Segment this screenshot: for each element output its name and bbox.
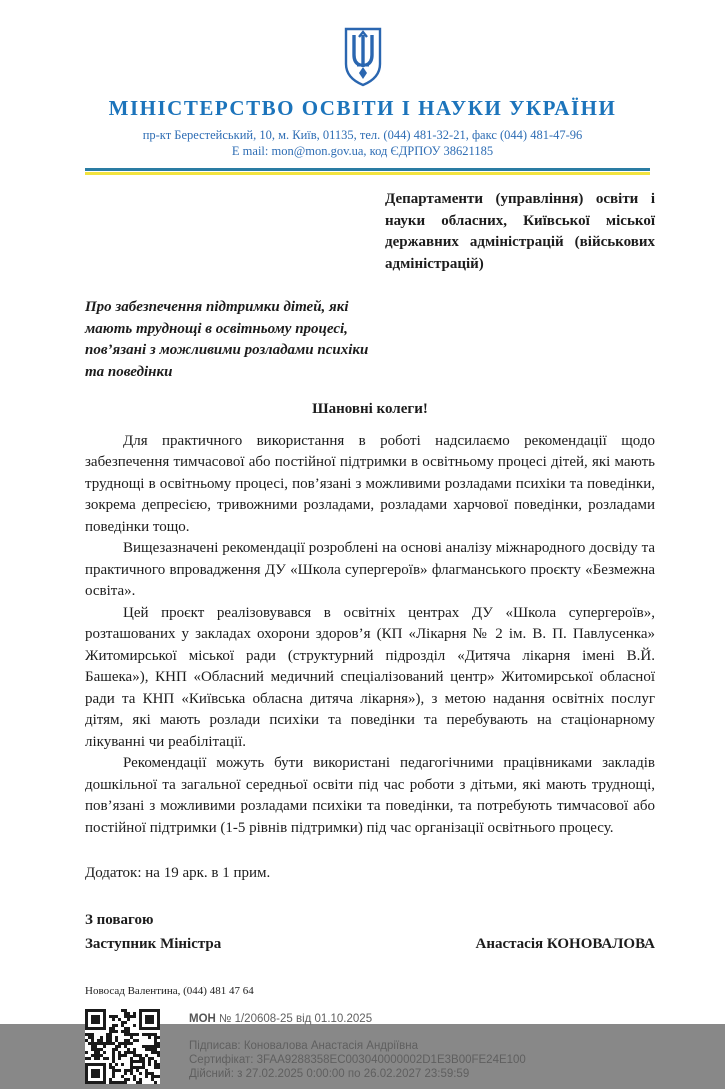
flag-divider xyxy=(85,168,650,175)
esignature-stamp xyxy=(85,1009,655,1084)
paragraph: Вищезазначені рекомендації розроблені на основі аналізу міжнародного досвіду та практичного впровадження ДУ «Школа супергероїв» флагманського проєкту «Безмежна освіта». xyxy=(85,540,655,599)
letterhead-address: пр-кт Берестейський, 10, м. Київ, 01135, тел. (044) 481-32-21, факс (044) 481-47-96 xyxy=(142,128,583,142)
validity-line: Дійсний: з 27.02.2025 0:00:00 по 26.02.2027 23:59:59 xyxy=(189,1067,470,1080)
closing-regards: З повагою xyxy=(85,911,154,928)
qr-code-icon xyxy=(85,1009,160,1084)
recipient-block: Департаменти (управління) освіти і науки обласних, Київської міської державних адміністрацій (військових адміністрацій) xyxy=(385,191,655,272)
letter-body xyxy=(85,189,655,1084)
attachment-note: Додаток: на 19 арк. в 1 прим. xyxy=(85,865,271,881)
paragraph: Для практичного використання в роботі надсилаємо рекомендації щодо забезпечення тимчасової або постійної підтримки в освітньому процесі дітей, які мають труднощі в освітньому процесі, пов’язані з можливими розладами психіки та поведінки, зокрема депресією, тривожними розладами, розладами харчової поведінки, розладами поведінки тощо. xyxy=(85,432,655,535)
signer-name: Анастасія КОНОВАЛОВА xyxy=(475,936,655,952)
subject-block: Про забезпечення підтримки дітей, які мають труднощі в освітньому процесі, пов’язані з можливими розладами психіки та поведінки xyxy=(85,299,369,380)
certificate-line: Сертифікат: 3FAA9288358EC003040000002D1E3B00FE24E100 xyxy=(189,1053,526,1066)
esignature-details xyxy=(189,1009,526,1081)
document-number: МОН № 1/20608-25 від 01.10.2025 xyxy=(189,1012,373,1025)
letterhead-contacts xyxy=(0,127,725,159)
flag-divider-yellow xyxy=(85,172,650,175)
ministry-title: МІНІСТЕРСТВО ОСВІТИ І НАУКИ УКРАЇНИ xyxy=(108,96,617,120)
paragraph: Цей проєкт реалізовувався в освітніх центрах ДУ «Школа супергероїв», розташованих у закладах охорони здоров’я (КП «Лікарня № 2 ім. В. П. Павлусенка» Житомирської міської ради (структурний підрозділ «Дитяча лікарня імені В.Й. Башека»), КНП «Обласний медичний спеціалізований центр» Житомирської обласної ради та КНП «Київська обласна дитяча лікарня»), з метою надання освітніх послуг дітям, які мають розлади психіки та поведінки та перебувають на стаціонарному лікуванні чи реабілітації. xyxy=(85,604,655,750)
signed-by-line: Підписав: Коновалова Анастасія Андріївна xyxy=(189,1039,419,1052)
org-abbr: МОН xyxy=(189,1012,216,1025)
letterhead-email: E mail: mon@mon.gov.ua, код ЄДРПОУ 38621185 xyxy=(231,144,494,158)
signature-row xyxy=(85,934,655,956)
paragraph: Рекомендації можуть бути використані педагогічними працівниками закладів дошкільної та загальної середньої освіти під час роботи з дітьми, які мають труднощі, пов’язані з можливими розладами психіки та поведінки, та потребують тимчасової або постійної підтримки (1-5 рівнів підтримки) під час організації освітнього процесу. xyxy=(85,755,655,836)
letterhead xyxy=(0,0,725,175)
paragraphs xyxy=(85,431,655,840)
ukraine-trident-icon xyxy=(343,26,383,93)
signer-position: Заступник Міністра xyxy=(85,936,222,952)
salutation: Шановні колеги! xyxy=(312,401,428,417)
executor-contact: Новосад Валентина, (044) 481 47 64 xyxy=(85,984,254,997)
